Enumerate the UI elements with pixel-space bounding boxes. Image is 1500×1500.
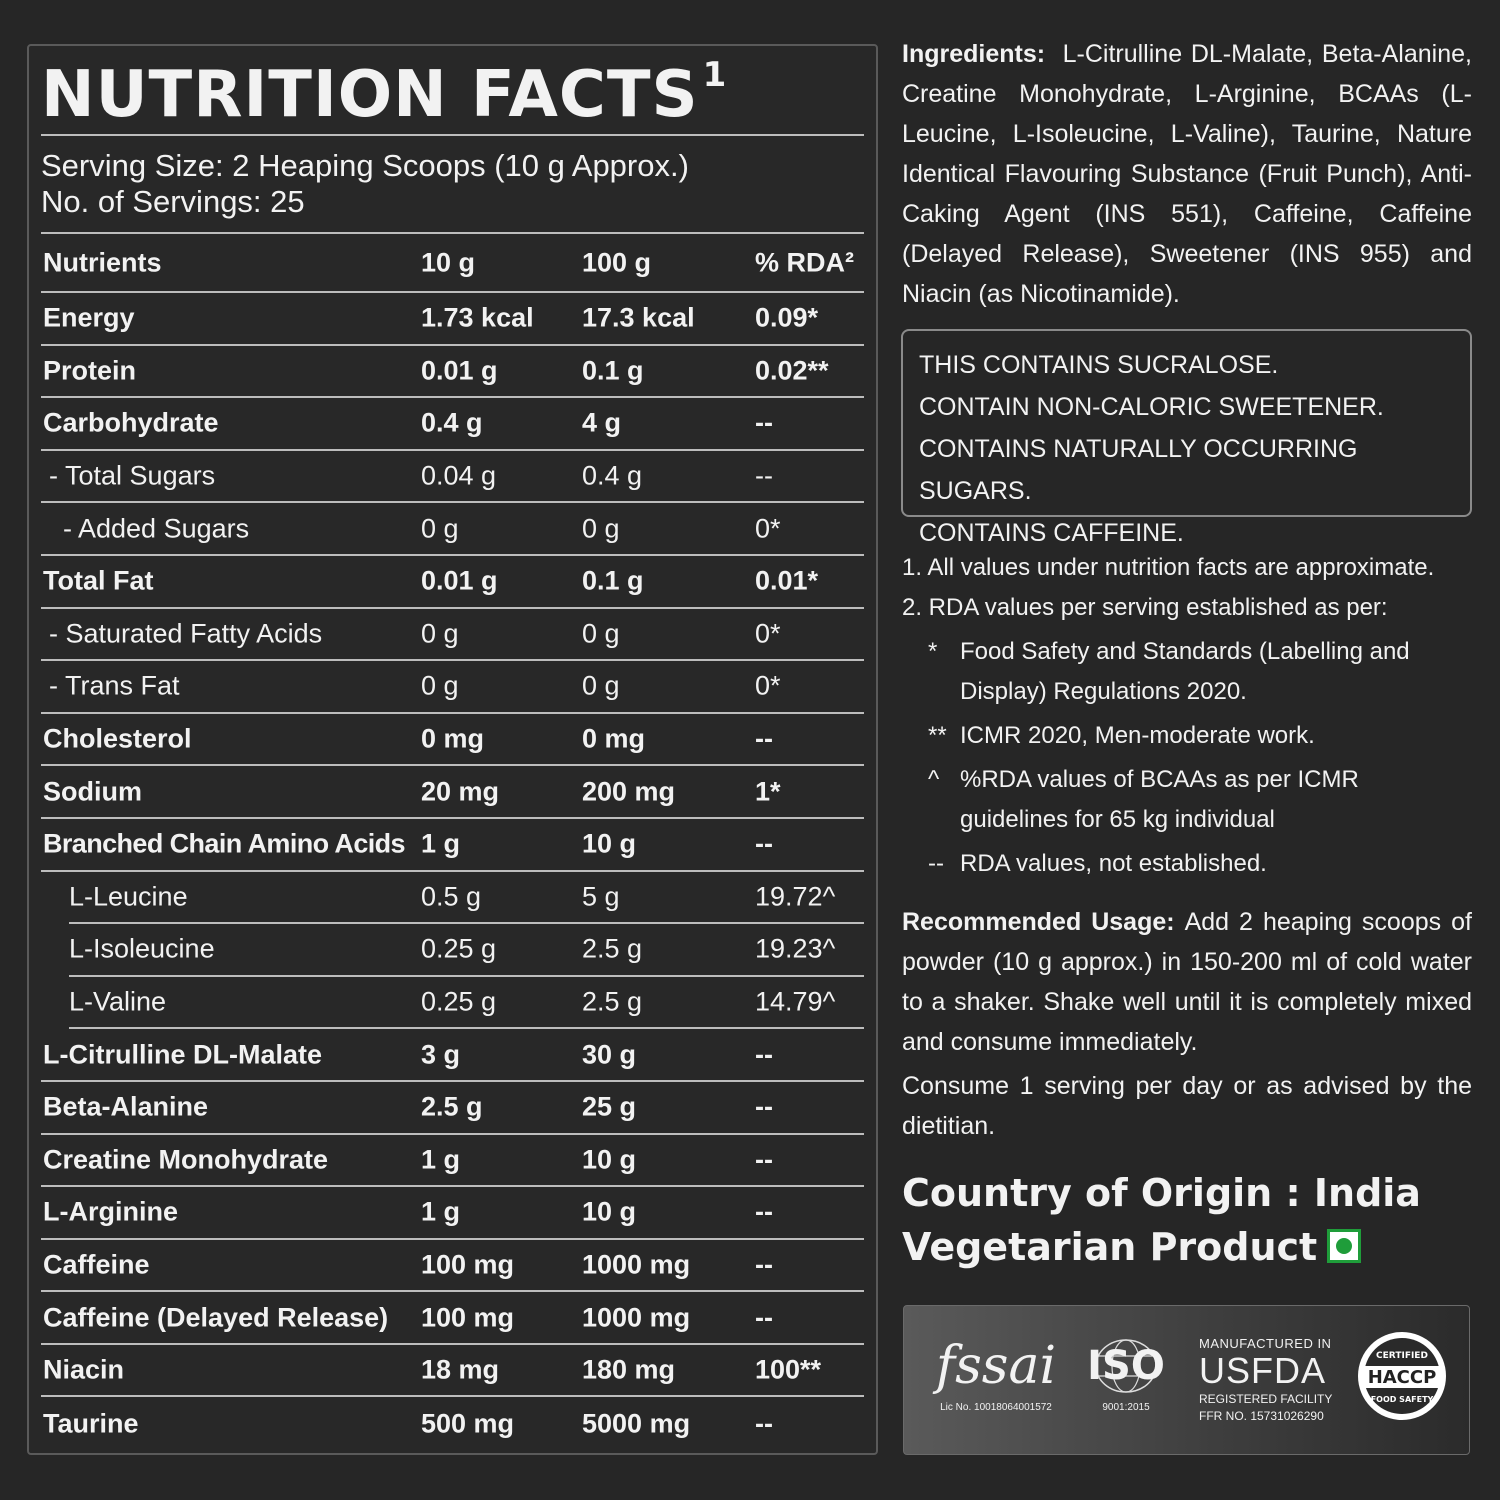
value-rda: -- [755, 1249, 773, 1280]
value-rda: 19.23^ [755, 933, 836, 964]
value-10g: 0.25 g [421, 986, 497, 1017]
footnote-text: %RDA values of BCAAs as per ICMR guidelines for 65 kg individual [960, 766, 1359, 833]
iso-logo: ISO 9001:2015 [1086, 1338, 1166, 1413]
footnote-text: Food Safety and Standards (Labelling and Display) Regulations 2020. [960, 638, 1410, 705]
value-rda: 19.72^ [755, 881, 836, 912]
table-header: Nutrients 10 g 100 g % RDA² [41, 234, 864, 293]
value-100g: 200 mg [582, 776, 676, 807]
value-100g: 0.1 g [582, 355, 644, 386]
nutrient-name: - Added Sugars [63, 513, 250, 544]
ingredients-block [902, 34, 1472, 314]
table-row [41, 1240, 864, 1293]
table-row [41, 661, 864, 714]
value-10g: 2.5 g [421, 1091, 483, 1122]
nutrition-facts-panel [27, 44, 878, 1455]
table-row [41, 503, 864, 556]
country-of-origin: Country of Origin : India [902, 1171, 1421, 1215]
value-10g: 18 mg [421, 1354, 500, 1385]
value-100g: 1000 mg [582, 1302, 691, 1333]
value-rda: -- [755, 1408, 773, 1439]
nutrient-name: Total Fat [43, 565, 154, 596]
certifications-bar [903, 1305, 1470, 1455]
usage-text: Add 2 heaping scoops of powder (10 g approx.) in 150-200 ml of cold water to a shaker. Shake well until it is completely mixed and consume immediately. [902, 908, 1472, 1056]
nutrient-name: L-Isoleucine [69, 933, 215, 964]
divider [41, 134, 864, 136]
table-row [41, 1029, 864, 1082]
table-row [69, 977, 864, 1030]
table-row [41, 451, 864, 504]
table-row [41, 609, 864, 662]
value-100g: 10 g [582, 1144, 637, 1175]
value-rda: -- [755, 828, 773, 859]
value-10g: 0.01 g [421, 355, 498, 386]
serving-info [41, 148, 689, 220]
haccp-seal-icon [1356, 1330, 1448, 1422]
nutrient-name: - Trans Fat [49, 670, 180, 701]
value-100g: 25 g [582, 1091, 637, 1122]
value-rda: -- [755, 1302, 773, 1333]
value-100g: 180 mg [582, 1354, 676, 1385]
value-rda: 0* [755, 670, 781, 701]
value-100g: 5 g [582, 881, 620, 912]
value-10g: 100 mg [421, 1249, 515, 1280]
value-rda: 0* [755, 513, 781, 544]
value-10g: 1.73 kcal [421, 302, 534, 333]
usfda-badge: MANUFACTURED IN USFDA REGISTERED FACILITY FFR NO. 15731026290 [1199, 1336, 1333, 1423]
table-row [41, 1187, 864, 1240]
value-100g: 0.1 g [582, 565, 644, 596]
value-100g: 1000 mg [582, 1249, 691, 1280]
nutrient-name: - Total Sugars [49, 460, 216, 491]
footnote-mark: ** [928, 722, 947, 749]
value-100g: 0 g [582, 513, 620, 544]
fssai-license: Lic No. 10018064001572 [940, 1402, 1052, 1413]
iso-standard: 9001:2015 [1102, 1402, 1150, 1413]
nutrient-name: Niacin [43, 1354, 125, 1385]
value-10g: 0 g [421, 513, 459, 544]
haccp-top: CERTIFIED [1376, 1351, 1428, 1361]
value-100g: 17.3 kcal [582, 302, 695, 333]
footnote-mark: ^ [928, 766, 940, 793]
table-row [41, 346, 864, 399]
value-10g: 3 g [421, 1039, 461, 1070]
origin-block [902, 1166, 1472, 1274]
nutrient-name: Caffeine [43, 1249, 150, 1280]
value-10g: 0.4 g [421, 407, 483, 438]
value-rda: 0* [755, 618, 781, 649]
value-10g: 1 g [421, 1144, 461, 1175]
value-100g: 30 g [582, 1039, 637, 1070]
haccp-bottom: FOOD SAFETY [1370, 1395, 1434, 1404]
warning-line: CONTAINS NATURALLY OCCURRING SUGARS. [919, 435, 1358, 505]
value-rda: -- [755, 1091, 773, 1122]
nutrient-name: L-Leucine [69, 881, 188, 912]
usage-label: Recommended Usage: [902, 908, 1175, 936]
value-rda: 14.79^ [755, 986, 836, 1017]
footnotes [902, 548, 1472, 884]
footnote-1: 1. All values under nutrition facts are approximate. [902, 554, 1435, 581]
ingredients-label: Ingredients: [902, 40, 1046, 68]
value-10g: 0 g [421, 670, 459, 701]
value-rda: 1* [755, 776, 781, 807]
footnote-2: 2. RDA values per serving established as per: [902, 594, 1388, 621]
value-10g: 0 g [421, 618, 459, 649]
value-10g: 1 g [421, 1196, 461, 1227]
value-rda: -- [755, 407, 773, 438]
ingredients-text: L-Citrulline DL-Malate, Beta-Alanine, Creatine Monohydrate, L-Arginine, BCAAs (L-Leucine, L-Isoleucine, L-Valine), Taurine, Nature Identical Flavouring Substance (Fruit Punch), Anti-Caking Agent (INS 551), Caffeine, Caffeine (Delayed Release), Sweetener (INS 955) and Niacin (as Nicotinamide). [902, 40, 1472, 308]
nutrient-name: Taurine [43, 1408, 139, 1439]
nutrient-name: L-Valine [69, 986, 167, 1017]
value-rda: 0.01* [755, 565, 819, 596]
value-100g: 2.5 g [582, 933, 643, 964]
footnote-mark: * [928, 638, 938, 665]
table-row [41, 714, 864, 767]
footnote-text: RDA values, not established. [960, 850, 1267, 877]
vegetarian-label: Vegetarian Product [902, 1225, 1318, 1269]
warnings-box [901, 329, 1472, 547]
value-100g: 4 g [582, 407, 622, 438]
veg-symbol-icon [1327, 1229, 1361, 1263]
value-rda: -- [755, 1144, 773, 1175]
footnote-mark: -- [928, 850, 944, 877]
nutrient-name: Energy [43, 302, 135, 333]
warning-line: THIS CONTAINS SUCRALOSE. [919, 351, 1279, 379]
value-rda: 0.02** [755, 355, 829, 386]
value-rda: 100** [755, 1354, 822, 1385]
usage-text-2: Consume 1 serving per day or as advised by the dietitian. [902, 1072, 1472, 1140]
value-10g: 0.5 g [421, 881, 482, 912]
table-row [69, 872, 864, 925]
value-100g: 2.5 g [582, 986, 643, 1017]
nutrient-name: L-Arginine [43, 1196, 178, 1227]
usage-block [902, 902, 1472, 1146]
nutrient-name: Creatine Monohydrate [43, 1144, 329, 1175]
value-10g: 0 mg [421, 723, 485, 754]
serving-size: Serving Size: 2 Heaping Scoops (10 g Approx.) [41, 148, 689, 183]
table-row [41, 1345, 864, 1398]
table-row [41, 819, 864, 872]
value-100g: 10 g [582, 1196, 637, 1227]
value-10g: 0.25 g [421, 933, 497, 964]
nutrient-name: Cholesterol [43, 723, 192, 754]
nutrient-name: Protein [43, 355, 137, 386]
nutrient-name: Carbohydrate [43, 407, 219, 438]
value-100g: 0 g [582, 618, 620, 649]
nutrient-name: Caffeine (Delayed Release) [43, 1302, 389, 1333]
value-10g: 0.01 g [421, 565, 498, 596]
value-rda: -- [755, 723, 773, 754]
table-row [41, 1135, 864, 1188]
value-10g: 500 mg [421, 1408, 515, 1439]
table-row [41, 398, 864, 451]
value-100g: 0 mg [582, 723, 646, 754]
nutrition-title: NUTRITION FACTS $^1$ [41, 54, 728, 132]
haccp-mid: HACCP [1367, 1367, 1437, 1388]
fssai-logo: fssai Lic No. 10018064001572 [926, 1336, 1066, 1413]
nutrient-name: Sodium [43, 776, 142, 807]
nutrient-name: Beta-Alanine [43, 1091, 209, 1122]
value-rda: 0.09* [755, 302, 819, 333]
warning-line: CONTAIN NON-CALORIC SWEETENER. [919, 393, 1384, 421]
footnote-sub [902, 760, 1472, 840]
value-100g: 0.4 g [582, 460, 643, 491]
value-100g: 5000 mg [582, 1408, 691, 1439]
value-rda: -- [755, 1196, 773, 1227]
table-row [41, 1292, 864, 1345]
nutrition-table [41, 234, 864, 1450]
value-rda: -- [755, 460, 773, 491]
value-10g: 100 mg [421, 1302, 515, 1333]
value-100g: 0 g [582, 670, 620, 701]
value-10g: 20 mg [421, 776, 500, 807]
table-row [69, 924, 864, 977]
value-rda: -- [755, 1039, 773, 1070]
table-row [41, 766, 864, 819]
table-row [41, 1082, 864, 1135]
table-row [41, 293, 864, 346]
value-100g: 10 g [582, 828, 637, 859]
value-10g: 1 g [421, 828, 461, 859]
warning-line: CONTAINS CAFFEINE. [919, 519, 1184, 547]
footnote-sub [902, 632, 1472, 712]
value-10g: 0.04 g [421, 460, 497, 491]
footnote-sub [902, 716, 1472, 756]
footnote-text: ICMR 2020, Men-moderate work. [960, 722, 1315, 749]
nutrient-name: L-Citrulline DL-Malate [43, 1039, 323, 1070]
footnote-sub [902, 844, 1472, 884]
servings-count: No. of Servings: 25 [41, 184, 305, 219]
table-row [41, 556, 864, 609]
nutrient-name: - Saturated Fatty Acids [49, 618, 323, 649]
table-row [41, 1397, 864, 1450]
nutrient-name: Branched Chain Amino Acids [43, 828, 405, 859]
